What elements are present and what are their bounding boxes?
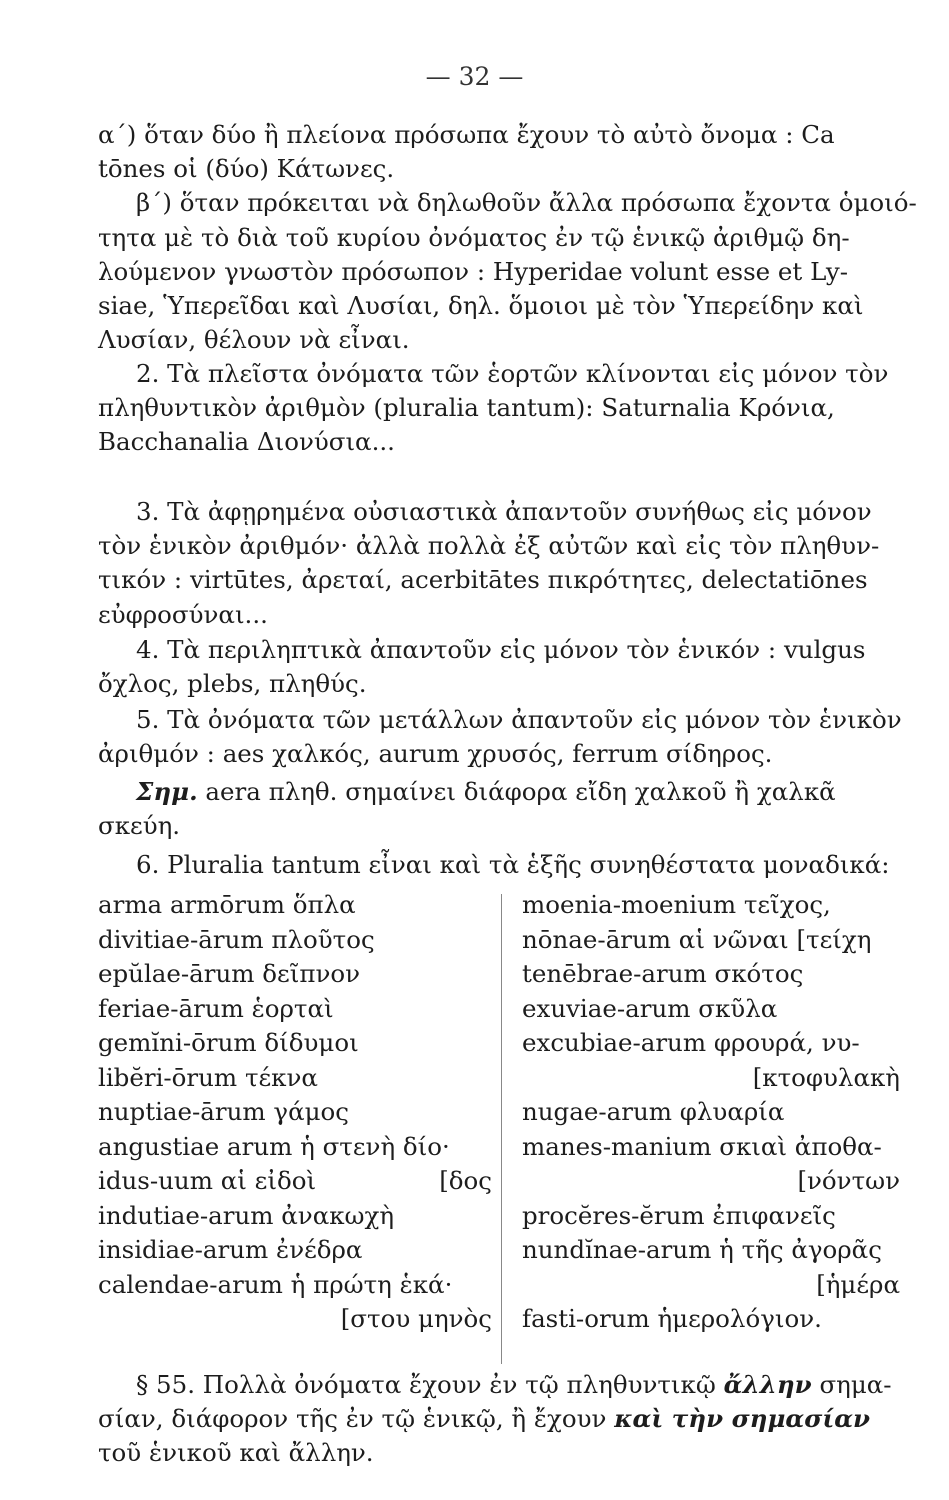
word-list-columns xyxy=(98,888,908,1368)
list-item: nugae-arum φλυαρία xyxy=(522,1097,785,1126)
note-label: Σημ. xyxy=(136,777,198,806)
note-paragraph xyxy=(98,775,898,843)
list-item-text: idus-uum αἱ εἰδοὶ xyxy=(98,1166,317,1195)
s55-line: τοῦ ἑνικοῦ καὶ ἄλλην. xyxy=(98,1438,374,1468)
list-item: procĕres-ĕrum ἐπιφανεῖς xyxy=(522,1200,836,1230)
intro-line: tōnes οἱ (δύο) Κάτωνες. xyxy=(98,154,395,184)
intro-paragraph xyxy=(98,118,917,357)
note-line xyxy=(98,775,898,809)
p4-line: 4. Τὰ περιληπτικὰ ἀπαντοῦν εἰς μόνον τὸν ἑνικόν : vulgus xyxy=(136,635,866,664)
list-item-continuation: [στου μηνὸς xyxy=(340,1304,492,1333)
paragraph-3 xyxy=(98,495,898,632)
list-item: excubiae-arum φρουρά, νυ- xyxy=(522,1028,860,1057)
list-item: feriae-ārum ἑορταὶ xyxy=(98,993,334,1023)
list-item-continuation: [ἡμέρα xyxy=(816,1269,900,1299)
list-item: libĕri-ōrum τέκνα xyxy=(98,1062,318,1092)
intro-line: β΄) ὅταν πρόκειται νὰ δηλωθοῦν ἄλλα πρόσωπα ἔχοντα ὁμοιό- xyxy=(136,188,917,218)
p3-line: τικόν : virtūtes, ἀρεταί, acerbitātes πικρότητες, delectatiōnes xyxy=(98,565,868,595)
paragraph-2 xyxy=(98,357,898,460)
paragraph-4 xyxy=(98,633,898,701)
s55-line xyxy=(98,1402,898,1436)
list-item: epŭlae-ārum δεῖπνον xyxy=(98,959,360,988)
list-item: nundĭnae-arum ἡ τῆς ἀγορᾶς xyxy=(522,1235,882,1264)
page-number: — 32 — xyxy=(425,62,524,91)
p2-line: 2. Τὰ πλεῖστα ὀνόματα τῶν ἑορτῶν κλίνονται εἰς μόνον τὸν xyxy=(136,359,889,388)
list-item: manes-manium σκιαὶ ἀποθα- xyxy=(522,1131,882,1161)
p5-line: 5. Τὰ ὀνόματα τῶν μετάλλων ἀπαντοῦν εἰς μόνον τὸν ἑνικὸν xyxy=(136,705,902,734)
intro-line: τητα μὲ τὸ διὰ τοῦ κυρίου ὀνόματος ἐν τῷ ἑνικῷ ἀριθμῷ δη- xyxy=(98,222,850,252)
list-item: tenēbrae-arum σκότος xyxy=(522,959,804,988)
list-item: exuviae-arum σκῦλα xyxy=(522,993,778,1023)
p3-line: 3. Τὰ ἀφῃρημένα οὐσιαστικὰ ἀπαντοῦν συνήθως εἰς μόνον xyxy=(136,497,872,526)
intro-line: Λυσίαν, θέλουν νὰ εἶναι. xyxy=(98,325,410,355)
p4-line: ὄχλος, plebs, πληθύς. xyxy=(98,669,367,699)
s55-text: σημα- xyxy=(819,1370,892,1399)
s55-line xyxy=(98,1368,898,1402)
s55-emphasis: καὶ τὴν σημασίαν xyxy=(614,1404,871,1434)
list-item: divitiae-ārum πλοῦτος xyxy=(98,924,375,954)
s55-text: § 55. Πολλὰ ὀνόματα ἔχουν ἐν τῷ πληθυντικῷ xyxy=(136,1370,716,1399)
intro-line: α΄) ὅταν δύο ἢ πλείονα πρόσωπα ἔχουν τὸ αὐτὸ ὄνομα : Ca xyxy=(98,120,835,149)
p2-line: πληθυντικὸν ἀριθμὸν (pluralia tantum): Saturnalia Κρόνια, xyxy=(98,393,835,423)
list-item: insidiae-arum ἐνέδρα xyxy=(98,1235,363,1264)
p3-line: εὐφροσύναι... xyxy=(98,599,268,629)
note-line: σκεύη. xyxy=(98,811,181,841)
note-text: aera πληθ. σημαίνει διάφορα εἴδη χαλκοῦ ἢ χαλκᾶ xyxy=(205,777,836,806)
p3-line: τὸν ἑνικὸν ἀριθμόν· ἀλλὰ πολλὰ ἐξ αὐτῶν καὶ εἰς τὸν πληθυν- xyxy=(98,531,880,561)
p6-line: 6. Pluralia tantum εἶναι καὶ τὰ ἑξῆς συνηθέστατα μοναδικά: xyxy=(136,850,890,879)
p2-line: Bacchanalia Διονύσια... xyxy=(98,427,395,457)
list-item-continuation: [νόντων xyxy=(797,1166,900,1195)
list-item-continuation: [κτοφυλακὴ xyxy=(752,1062,900,1092)
list-item: calendae-arum ἡ πρώτη ἑκά· xyxy=(98,1269,453,1299)
list-item: nuptiae-ārum γάμος xyxy=(98,1097,350,1126)
right-column xyxy=(522,888,922,1337)
list-item: angustiae arum ἡ στενὴ δίο· xyxy=(98,1131,450,1161)
s55-text: σίαν, διάφορον τῆς ἐν τῷ ἑνικῷ, ἢ ἔχουν xyxy=(98,1404,607,1434)
list-item-continuation: [δος xyxy=(439,1166,492,1195)
left-column xyxy=(98,888,498,1337)
intro-line: siae, Ὑπερεῖδαι καὶ Λυσίαι, δηλ. ὅμοιοι μὲ τὸν Ὑπερείδην καὶ xyxy=(98,291,864,321)
section-55 xyxy=(98,1368,898,1471)
p5-line: ἀριθμόν : aes χαλκός, aurum χρυσός, ferrum σίδηρος. xyxy=(98,739,773,769)
list-item: moenia-moenium τεῖχος, xyxy=(522,890,831,919)
paragraph-5 xyxy=(98,703,902,771)
list-item: arma armōrum ὅπλα xyxy=(98,890,356,919)
s55-emphasis: ἄλλην xyxy=(723,1370,812,1399)
list-item: fasti-orum ἡμερολόγιον. xyxy=(522,1304,822,1333)
intro-line: λούμενον γνωστὸν πρόσωπον : Hyperidae volunt esse et Ly- xyxy=(98,256,849,286)
column-divider xyxy=(501,894,502,1364)
list-item: nōnae-ārum αἱ νῶναι [τείχη xyxy=(522,924,872,954)
paragraph-6 xyxy=(98,848,898,882)
list-item: indutiae-arum ἀνακωχὴ xyxy=(98,1200,395,1230)
list-item xyxy=(98,1164,498,1199)
list-item: gemĭni-ōrum δίδυμοι xyxy=(98,1028,359,1057)
